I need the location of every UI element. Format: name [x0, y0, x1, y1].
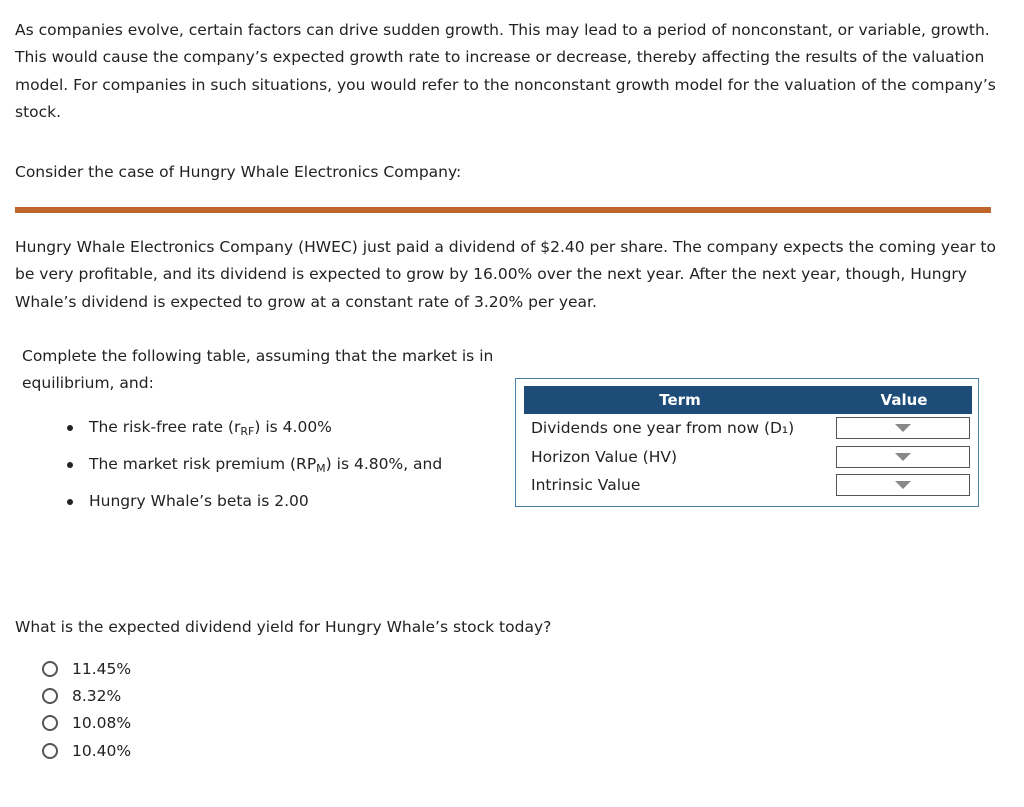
risk-free-value: ) is 4.00%: [254, 418, 332, 436]
answer-option[interactable]: [42, 655, 131, 682]
assumptions-list: [0, 414, 449, 521]
table-row: [524, 471, 972, 500]
rpm-text: The market risk premium (RP: [89, 455, 317, 473]
term-column-header: Term: [524, 386, 836, 414]
value-column-header: Value: [836, 386, 972, 414]
option-label: 8.32%: [72, 686, 122, 705]
radio-button[interactable]: [42, 743, 58, 759]
bullet-icon: [67, 499, 73, 505]
consider-heading: Consider the case of Hungry Whale Electronics Company:: [15, 163, 462, 181]
section-divider: [15, 207, 991, 213]
term-dividend-next-year: Dividends one year from now (D₁): [531, 419, 795, 438]
term-intrinsic-value: Intrinsic Value: [531, 476, 641, 495]
assumption-beta: [0, 488, 449, 515]
radio-button[interactable]: [42, 715, 58, 731]
valuation-table-container: [515, 378, 979, 507]
table-row: [524, 414, 972, 443]
option-label: 10.08%: [72, 714, 132, 733]
answer-option[interactable]: [42, 710, 131, 737]
bullet-icon: [67, 462, 73, 468]
table-row: [524, 443, 972, 472]
assumption-market-risk-premium: [0, 451, 449, 482]
dividend-value-dropdown[interactable]: [836, 417, 970, 439]
valuation-table: [524, 386, 972, 500]
bullet-icon: [67, 425, 73, 431]
problem-paragraph: Hungry Whale Electronics Company (HWEC) just paid a dividend of $2.40 per share. The company expects the coming year to be very profitable, and its dividend is expected to grow by 16.00% over the next year. After the next year, though, Hungry Whale’s dividend is expected to grow at a constant rate of 3.20% per year.: [15, 238, 996, 311]
value-cell: [836, 414, 972, 443]
risk-free-text: The risk-free rate (r: [89, 418, 241, 436]
risk-free-subscript: RF: [240, 425, 255, 438]
chevron-down-icon: [895, 481, 911, 489]
radio-button[interactable]: [42, 661, 58, 677]
value-cell: [836, 443, 972, 472]
answer-option[interactable]: [42, 737, 131, 764]
intro-paragraph: As companies evolve, certain factors can drive sudden growth. This may lead to a period of nonconstant, or variable, growth. This would cause the company’s expected growth rate to increase or decrease, thereby affecting the results of the valuation model. For companies in such situations, you would refer to the nonconstant growth model for the valuation of the company’s stock.: [15, 21, 996, 121]
rpm-value: ) is 4.80%, and: [325, 455, 443, 473]
answer-option[interactable]: [42, 682, 131, 709]
option-label: 11.45%: [72, 659, 132, 678]
table-header-row: [524, 386, 972, 414]
term-horizon-value: Horizon Value (HV): [531, 447, 678, 466]
question-text: What is the expected dividend yield for Hungry Whale’s stock today?: [15, 618, 552, 636]
beta-text: Hungry Whale’s beta is 2.00: [89, 492, 309, 510]
chevron-down-icon: [895, 453, 911, 461]
value-cell: [836, 471, 972, 500]
horizon-value-dropdown[interactable]: [836, 446, 970, 468]
chevron-down-icon: [895, 424, 911, 432]
radio-button[interactable]: [42, 688, 58, 704]
answer-options: [42, 655, 131, 764]
intrinsic-value-dropdown[interactable]: [836, 474, 970, 496]
option-label: 10.40%: [72, 741, 132, 760]
assumption-risk-free-rate: [0, 414, 449, 445]
instructions-text: Complete the following table, assuming that the market is in equilibrium, and:: [22, 347, 494, 392]
rpm-subscript: M: [316, 462, 326, 475]
